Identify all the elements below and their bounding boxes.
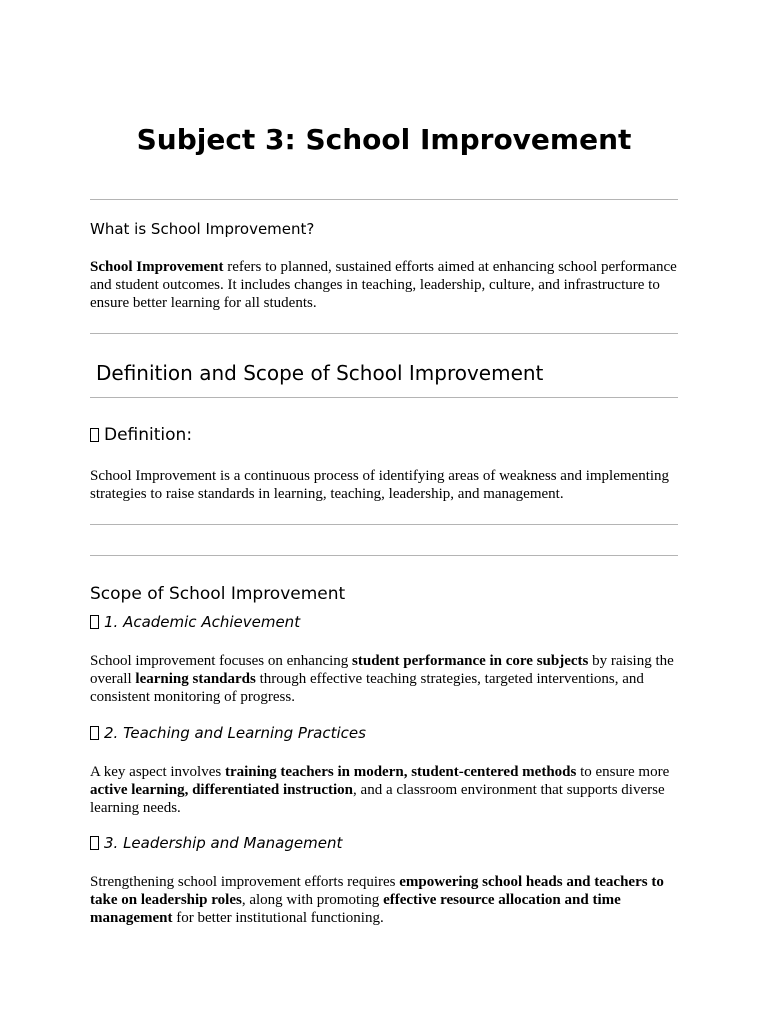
- divider: [90, 524, 678, 525]
- scope-item-heading-label: 2. Teaching and Learning Practices: [104, 724, 366, 742]
- scope-item-heading: [90, 612, 300, 632]
- missing-glyph-icon: [90, 836, 99, 850]
- missing-glyph-icon: [90, 428, 99, 442]
- text-run: Strengthening school improvement efforts requires: [90, 874, 400, 890]
- intro-paragraph: [90, 258, 680, 312]
- scope-item-heading-label: 1. Academic Achievement: [104, 613, 301, 631]
- section-heading-definition-scope: Definition and Scope of School Improvement: [96, 361, 544, 385]
- text-run: to ensure more: [576, 764, 670, 780]
- page-title: Subject 3: School Improvement: [136, 123, 632, 156]
- bold-run: active learning, differentiated instruction: [90, 782, 354, 798]
- intro-term: School Improvement: [90, 259, 224, 275]
- scope-item-heading: [90, 833, 342, 853]
- bold-run: student performance in core subjects: [352, 653, 589, 669]
- text-run: by raising the overall: [90, 653, 674, 687]
- divider: [90, 199, 678, 200]
- divider: [90, 555, 678, 556]
- bold-run: training teachers in modern, student-centered methods: [224, 764, 577, 780]
- definition-paragraph: School Improvement is a continuous process of identifying areas of weakness and implementing strategies to raise standards in learning, teaching, leadership, and management.: [90, 468, 670, 502]
- text-run: School improvement focuses on enhancing: [90, 653, 353, 669]
- bold-run: empowering school heads and teachers to take on leadership roles: [90, 874, 664, 908]
- text-run: for better institutional functioning.: [172, 910, 384, 926]
- definition-heading-label: Definition:: [104, 425, 193, 445]
- scope-item-heading: [90, 723, 366, 743]
- bold-run: effective resource allocation and time management: [90, 892, 621, 926]
- scope-item-heading-label: 3. Leadership and Management: [104, 834, 343, 852]
- scope-item-paragraph: [90, 763, 680, 817]
- definition-heading: [90, 424, 192, 446]
- missing-glyph-icon: [90, 615, 99, 629]
- missing-glyph-icon: [90, 726, 99, 740]
- bold-run: learning standards: [135, 671, 256, 687]
- scope-heading: Scope of School Improvement: [90, 584, 346, 604]
- divider: [90, 397, 678, 398]
- text-run: , and a classroom environment that supports diverse learning needs.: [90, 782, 665, 816]
- text-run: A key aspect involves: [90, 764, 225, 780]
- intro-text: refers to planned, sustained efforts aimed at enhancing school performance and student outcomes. It includes changes in teaching, leadership, culture, and infrastructure to ensure better learning for all students.: [90, 259, 677, 311]
- scope-item-paragraph: [90, 652, 680, 706]
- divider: [90, 333, 678, 334]
- intro-question-heading: What is School Improvement?: [90, 220, 315, 238]
- scope-item-paragraph: [90, 873, 680, 927]
- text-run: , along with promoting: [241, 892, 384, 908]
- text-run: through effective teaching strategies, targeted interventions, and consistent monitoring of progress.: [90, 671, 644, 705]
